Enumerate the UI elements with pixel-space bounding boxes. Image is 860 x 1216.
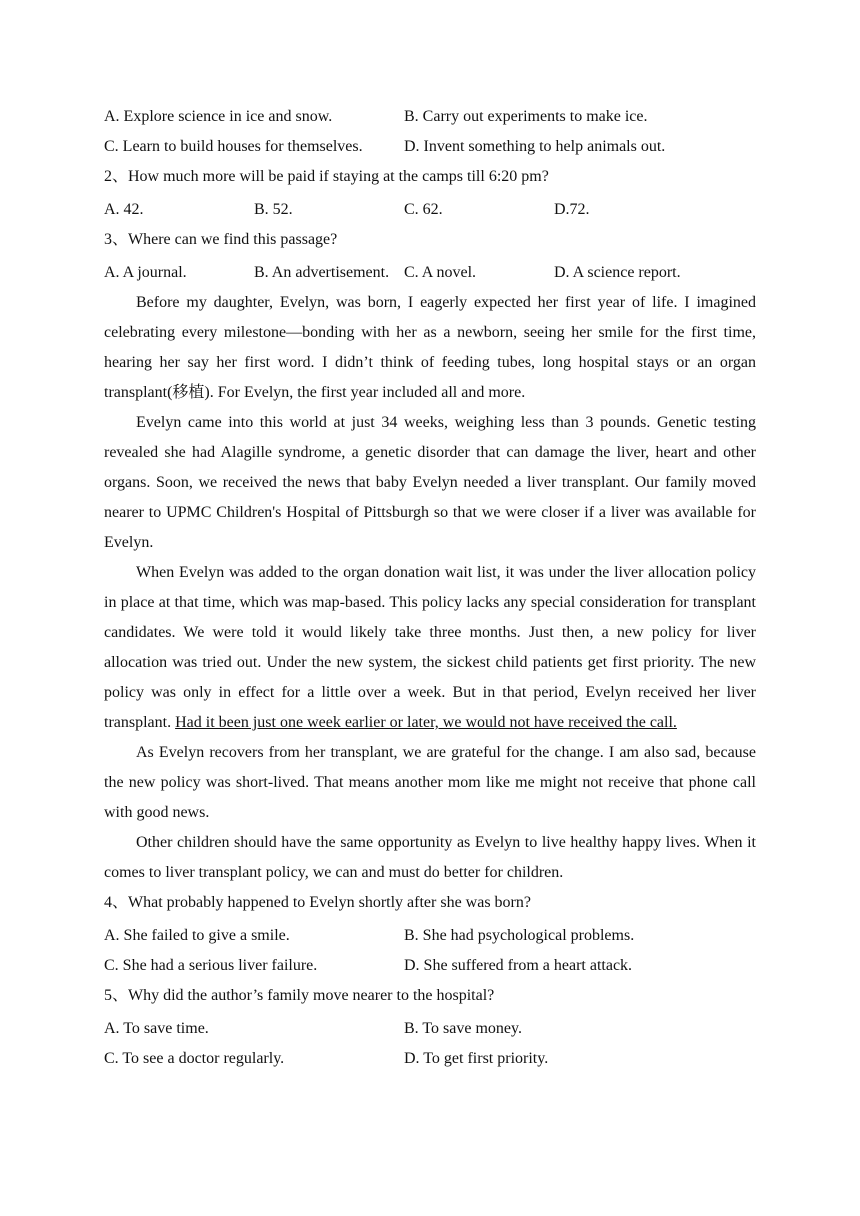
q1-option-c: C. Learn to build houses for themselves. [104,138,363,155]
q1-option-d: D. Invent something to help animals out. [404,138,666,155]
q1-option-b: B. Carry out experiments to make ice. [404,108,648,125]
q4-question: 4、What probably happened to Evelyn shortly after she was born? [104,894,531,911]
q2-option-a: A. 42. [104,201,144,218]
q4-option-c: C. She had a serious liver failure. [104,957,318,974]
q5-option-d: D. To get first priority. [404,1050,549,1067]
q3-option-d: D. A science report. [554,264,681,281]
q3-option-a: A. A journal. [104,264,187,281]
q3-option-b: B. An advertisement. [254,264,390,281]
q1-options-row-1 [104,102,756,132]
q1-options-row-2 [104,132,756,162]
q4-option-a: A. She failed to give a smile. [104,927,290,944]
q5-option-a: A. To save time. [104,1020,209,1037]
passage-paragraph-4: As Evelyn recovers from her transplant, we are grateful for the change. I am also sad, because the new policy was short-lived. That means another mom like me might not receive that phone call with good news. [104,744,756,821]
q5-option-b: B. To save money. [404,1020,522,1037]
q3-question: 3、Where can we find this passage? [104,231,338,248]
q4-option-d: D. She suffered from a heart attack. [404,957,633,974]
passage-paragraph-2: Evelyn came into this world at just 34 weeks, weighing less than 3 pounds. Genetic testing revealed she had Alagille syndrome, a genetic disorder that can damage the liver, heart and other organs. Soon, we received the news that baby Evelyn needed a liver transplant. Our family moved nearer to UPMC Children's Hospital of Pittsburgh so that we were closer if a liver was available for Evelyn. [104,414,756,551]
q5-options-row-1 [104,1014,756,1044]
q4-option-b: B. She had psychological problems. [404,927,635,944]
q5-options-row-2 [104,1044,756,1074]
underlined-sentence: Had it been just one week earlier or later, we would not have received the call. [175,714,677,731]
q2-option-b: B. 52. [254,201,293,218]
passage-paragraph-5: Other children should have the same opportunity as Evelyn to live healthy happy lives. When it comes to liver transplant policy, we can and must do better for children. [104,834,756,881]
q1-option-a: A. Explore science in ice and snow. [104,108,333,125]
q4-options-row-2 [104,951,756,981]
reading-passage [104,288,756,888]
q3-options-row [104,258,756,288]
document-content [104,102,756,1074]
q2-question: 2、How much more will be paid if staying at the camps till 6:20 pm? [104,168,549,185]
q2-option-d: D.72. [554,201,590,218]
q2-options-row [104,195,756,225]
passage-paragraph-1: Before my daughter, Evelyn, was born, I eagerly expected her first year of life. I imagined celebrating every milestone—bonding with her as a newborn, seeing her smile for the first time, hearing her say her first word. I didn’t think of feeding tubes, long hospital stays or an organ transplant(移植). For Evelyn, the first year included all and more. [104,294,756,401]
passage-paragraph-3-text: When Evelyn was added to the organ donation wait list, it was under the liver allocation policy in place at that time, which was map-based. This policy lacks any special consideration for transplant candidates. We were told it would likely take three months. Just then, a new policy for liver allocation was tried out. Under the new system, the sickest child patients get first priority. The new policy was only in effect for a little over a week. But in that period, Evelyn received her liver transplant. [104,564,756,731]
q4-options-row-1 [104,921,756,951]
q3-option-c: C. A novel. [404,264,477,281]
q5-question: 5、Why did the author’s family move nearer to the hospital? [104,987,495,1004]
passage-paragraph-3 [104,558,756,738]
q2-option-c: C. 62. [404,201,443,218]
q5-option-c: C. To see a doctor regularly. [104,1050,285,1067]
